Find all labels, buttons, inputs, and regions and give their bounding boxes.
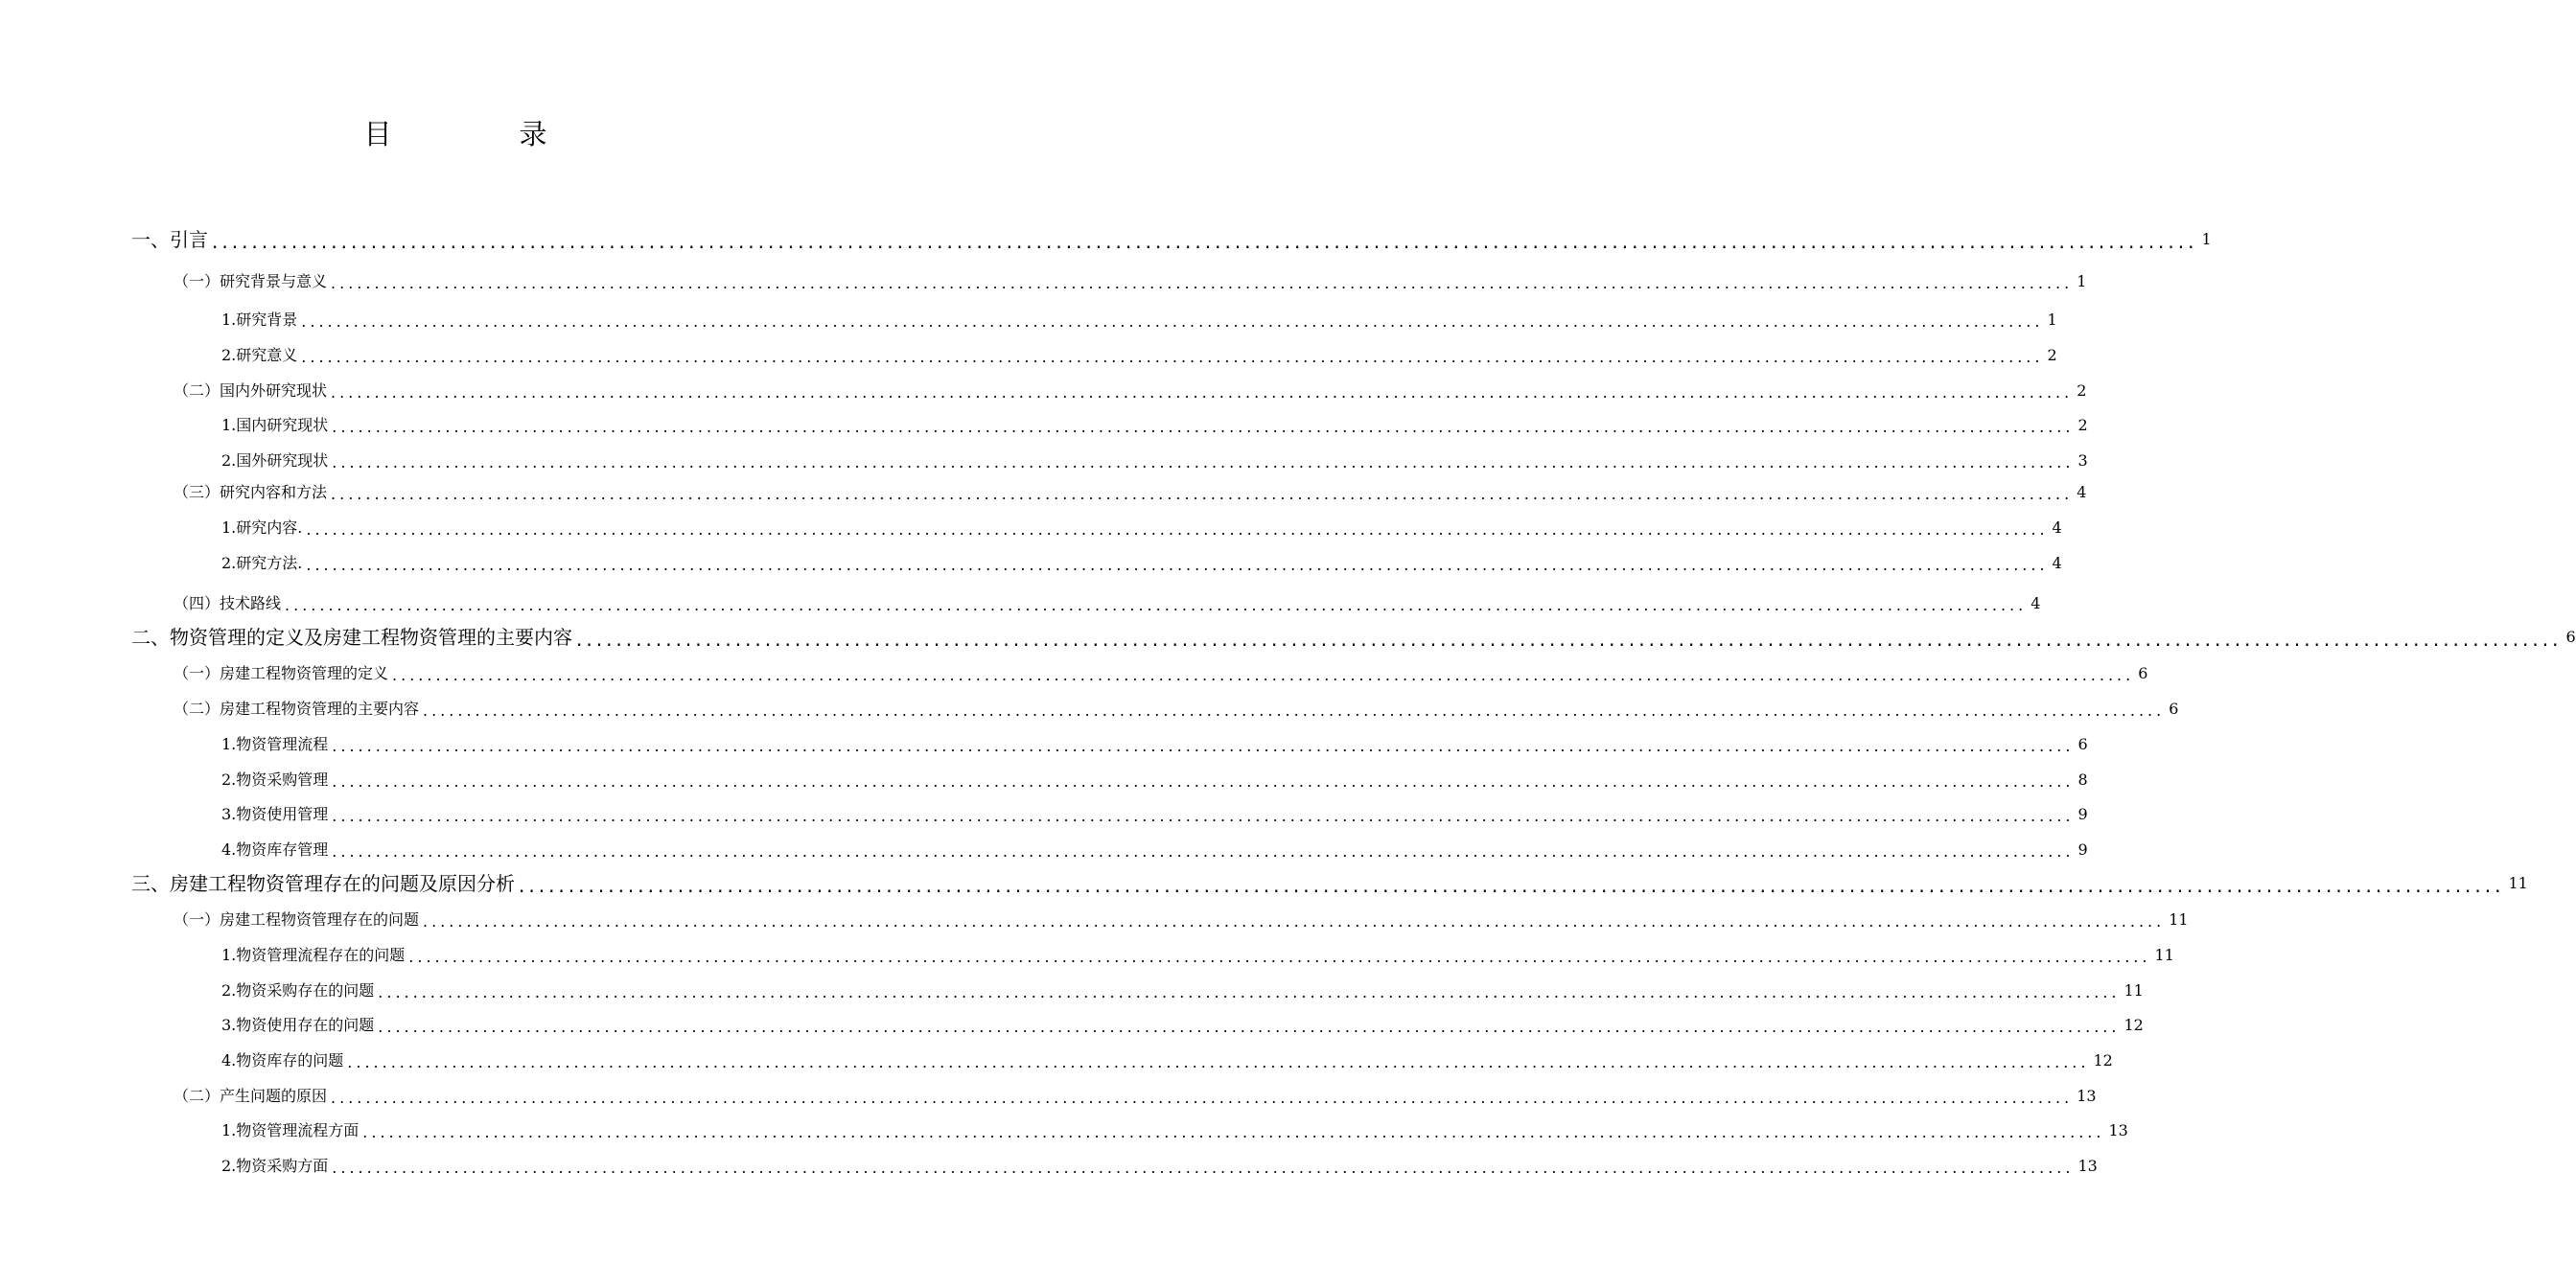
toc-page-number: 4 [2052,518,2062,537]
toc-entry[interactable] [221,1012,2144,1037]
toc-page-number: 1 [2047,310,2057,329]
toc-entry-label: 二、物资管理的定义及房建工程物资管理的主要内容 [131,626,572,649]
toc-leader-dots: ........................................................................................................................................................................................................ [408,948,2151,966]
toc-entry[interactable] [221,550,2062,575]
toc-page-number: 8 [2077,770,2088,789]
toc-page-number: 6 [2077,735,2088,753]
toc-leader-dots: ........................................................................................................................................................................................................ [331,1089,2074,1107]
toc-leader-dots: ........................................................................................................................................................................................................ [423,702,2166,720]
toc-entry-label: 1.物资管理流程方面 [221,1121,360,1139]
toc-page-number: 6 [2169,700,2179,718]
toc-leader-dots: ........................................................................................................................................................................................................ [392,666,2135,684]
toc-page-number: 6 [2565,628,2576,646]
toc-entry[interactable] [221,342,2057,367]
toc-entry[interactable] [221,731,2088,756]
toc-entry-label: （二）产生问题的原因 [174,1087,328,1105]
toc-page-number: 13 [2108,1121,2128,1139]
toc-entry-label: （一）研究背景与意义 [174,272,328,290]
toc-leader-dots: ........................................................................................................................................................................................................ [332,1159,2075,1177]
toc-page-number: 4 [2077,483,2087,501]
toc-leader-dots: ........................................................................................................................................................................................................ [331,485,2074,503]
toc-entry-label: 2.物资采购方面 [221,1157,329,1175]
toc-page-number: 2 [2077,381,2087,400]
toc-entry-label: （一）房建工程物资管理存在的问题 [174,910,420,929]
toc-page-number: 3 [2077,451,2088,470]
toc-page-number: 4 [2052,554,2062,572]
toc-entry-label: 三、房建工程物资管理存在的问题及原因分析 [131,872,515,895]
toc-entry[interactable] [131,624,2576,651]
toc-entry-label: 2.物资采购存在的问题 [221,981,375,1000]
toc-entry[interactable] [221,307,2057,332]
toc-entry[interactable] [174,660,2148,685]
toc-page-number: 11 [2169,910,2189,929]
toc-entry[interactable] [174,268,2087,293]
toc-leader-dots: ........................................................................................................................................................................................................ [332,772,2075,791]
toc-entry-label: 3.物资使用存在的问题 [221,1016,375,1034]
toc-entry-label: 1.国内研究现状 [221,416,329,434]
toc-leader-dots: ........................................................................................................................................................................................................ [362,1123,2105,1141]
toc-entry-label: （三）研究内容和方法 [174,483,328,501]
toc-entry[interactable] [221,412,2088,437]
page-title: 目 录 [363,118,597,150]
toc-entry[interactable] [221,448,2088,472]
toc-leader-dots: ........................................................................................................................................................................................................ [301,312,2044,331]
toc-leader-dots: ........................................................................................................................................................................................................ [331,383,2074,402]
toc-entry[interactable] [221,837,2088,862]
toc-entry[interactable] [174,590,2041,615]
toc-entry[interactable] [221,1047,2113,1072]
toc-leader-dots: ........................................................................................................................................................................................................ [332,842,2075,861]
toc-page-number: 4 [2031,594,2041,612]
toc-leader-dots: ........................................................................................................................................................................................................ [306,556,2049,574]
toc-page-number: 2 [2047,346,2057,364]
toc-entry-label: 2.物资采购管理 [221,770,329,789]
toc-page-number: 2 [2077,416,2088,434]
toc-entry[interactable] [174,378,2087,402]
toc-leader-dots: ........................................................................................................................................................................................................ [301,348,2044,366]
toc-entry[interactable] [174,696,2179,721]
toc-page-number: 6 [2138,664,2148,682]
toc-page-number: 9 [2077,805,2088,823]
toc-entry[interactable] [221,801,2088,826]
toc-entry[interactable] [221,978,2144,1002]
toc-entry[interactable] [221,942,2174,967]
toc-leader-dots: ........................................................................................................................................................................................................ [519,874,2505,897]
toc-page-number: 13 [2077,1157,2098,1175]
toc-entry[interactable] [174,479,2087,504]
toc-entry-label: 1.研究内容. [221,518,303,537]
toc-leader-dots: ........................................................................................................................................................................................................ [347,1053,2090,1071]
toc-page-number: 11 [2154,946,2174,964]
toc-entry[interactable] [221,515,2062,540]
toc-entry-label: （二）国内外研究现状 [174,381,328,400]
toc-entry-label: 2.国外研究现状 [221,451,329,470]
toc-leader-dots: ........................................................................................................................................................................................................ [332,418,2075,436]
toc-page-number: 9 [2077,840,2088,859]
toc-leader-dots: ........................................................................................................................................................................................................ [332,807,2075,825]
toc-leader-dots: ........................................................................................................................................................................................................ [285,596,2028,614]
toc-page-number: 12 [2093,1051,2113,1070]
toc-entry-label: 4.物资库存的问题 [221,1051,344,1070]
toc-entry-label: 4.物资库存管理 [221,840,329,859]
toc-leader-dots: ........................................................................................................................................................................................................ [332,453,2075,472]
toc-entry[interactable] [221,1153,2098,1178]
toc-entry-label: 2.研究方法. [221,554,303,572]
toc-page-number: 13 [2077,1087,2097,1105]
toc-entry[interactable] [131,870,2528,897]
toc-entry-label: 1.物资管理流程 [221,735,329,753]
toc-page-number: 12 [2123,1016,2144,1034]
toc-leader-dots: ........................................................................................................................................................................................................ [212,230,2198,253]
toc-entry-label: 一、引言 [131,228,208,251]
toc-page-number: 1 [2201,230,2212,248]
toc-page-number: 11 [2123,981,2144,1000]
toc-entry-label: 1.物资管理流程存在的问题 [221,946,406,964]
toc-entry[interactable] [221,1117,2128,1142]
toc-leader-dots: ........................................................................................................................................................................................................ [423,912,2166,931]
toc-page-number: 1 [2077,272,2087,290]
toc-entry-label: 2.研究意义 [221,346,298,364]
toc-leader-dots: ........................................................................................................................................................................................................ [576,628,2563,651]
toc-entry-label: 3.物资使用管理 [221,805,329,823]
toc-entry-label: （四）技术路线 [174,594,282,612]
toc-entry-label: （一）房建工程物资管理的定义 [174,664,389,682]
toc-entry[interactable] [131,226,2212,253]
toc-leader-dots: ........................................................................................................................................................................................................ [306,520,2049,539]
toc-entry[interactable] [174,1083,2097,1108]
toc-leader-dots: ........................................................................................................................................................................................................ [332,737,2075,755]
toc-leader-dots: ........................................................................................................................................................................................................ [378,983,2121,1001]
toc-leader-dots: ........................................................................................................................................................................................................ [378,1018,2121,1036]
toc-leader-dots: ........................................................................................................................................................................................................ [331,274,2074,292]
toc-entry-label: （二）房建工程物资管理的主要内容 [174,700,420,718]
toc-page-number: 11 [2508,874,2528,892]
toc-entry-label: 1.研究背景 [221,310,298,329]
toc-entry[interactable] [174,907,2189,932]
toc-entry[interactable] [221,767,2088,792]
